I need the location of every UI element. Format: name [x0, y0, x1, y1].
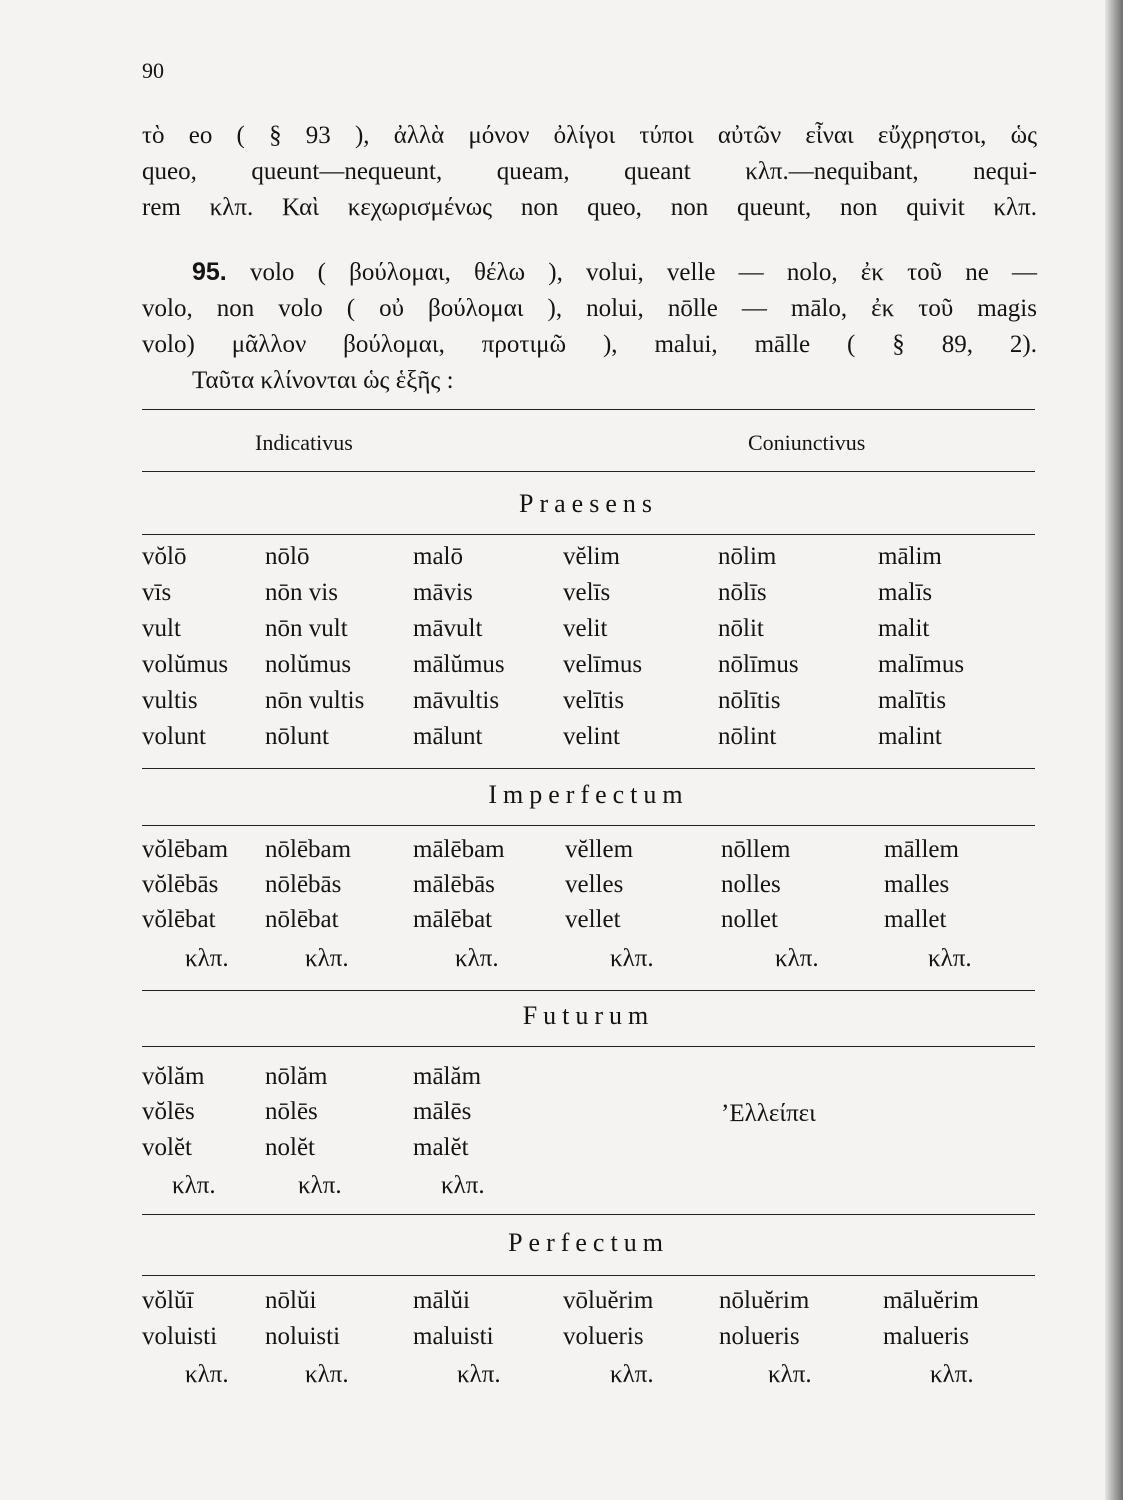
table-cell: vellet: [565, 906, 621, 933]
perfectum-title: Perfectum: [508, 1228, 669, 1257]
coniunctivus-header: Coniunctivus: [748, 430, 866, 455]
table-cell: velles: [565, 871, 624, 898]
intro-paragraph: [142, 118, 1037, 226]
table-cell: κλπ.: [305, 1361, 349, 1388]
table-cell: malīs: [878, 579, 933, 606]
table-rule: [142, 1046, 1035, 1047]
table-cell: noluisti: [265, 1323, 341, 1350]
table-cell: voluisti: [142, 1323, 218, 1350]
table-cell: nōlītis: [718, 687, 781, 714]
table-cell: māvultis: [413, 687, 500, 714]
table-cell: malles: [884, 871, 950, 898]
table-cell: vīs: [142, 579, 172, 606]
table-cell: mālunt: [413, 723, 483, 750]
table-cell: nolueris: [719, 1323, 800, 1350]
table-cell: vĕlim: [563, 543, 620, 570]
table-rule: [142, 409, 1035, 410]
table-cell: malīmus: [878, 651, 965, 678]
table-cell: velītis: [563, 687, 625, 714]
futurum-title: Futurum: [522, 1001, 655, 1030]
page-number: 90: [142, 58, 164, 83]
imperfectum-title: Imperfectum: [488, 780, 689, 809]
table-cell: velit: [563, 615, 608, 642]
table-cell: nolŭmus: [265, 651, 352, 678]
table-cell: vŏlēbās: [142, 871, 219, 898]
page-edge-shadow: [1105, 0, 1123, 1500]
table-cell: κλπ.: [298, 1172, 342, 1199]
table-cell: vōluĕrim: [563, 1287, 654, 1314]
section-95-line: volo) μᾶλλον βούλομαι, προτιμῶ ), malui, mālle ( § 89, 2).: [142, 331, 1037, 358]
table-cell: κλπ.: [185, 1361, 229, 1388]
table-cell: māluĕrim: [883, 1287, 979, 1314]
table-cell: nōlunt: [265, 723, 329, 750]
table-rule: [142, 1214, 1035, 1215]
table-cell: nōn vultis: [265, 687, 365, 714]
table-cell: māllem: [884, 836, 959, 863]
table-cell: κλπ.: [455, 945, 499, 972]
table-cell: vultis: [142, 687, 198, 714]
table-cell: nōlēbam: [265, 836, 352, 863]
section-95-line: Ταῦτα κλίνονται ὡς ἑξῆς :: [192, 367, 454, 394]
table-cell: mālăm: [413, 1063, 482, 1090]
table-cell: māvult: [413, 615, 483, 642]
table-cell: vŏlēbat: [142, 906, 216, 933]
section-95-paragraph: [142, 254, 1037, 399]
table-cell: κλπ.: [928, 945, 972, 972]
table-cell: velīs: [563, 579, 611, 606]
table-cell: nōn vult: [265, 615, 348, 642]
table-cell: velint: [563, 723, 620, 750]
table-cell: mālēbam: [413, 836, 505, 863]
table-rule: [142, 768, 1035, 769]
table-cell: κλπ.: [610, 1361, 654, 1388]
table-cell: nōlēs: [265, 1098, 318, 1125]
table-cell: κλπ.: [172, 1172, 216, 1199]
table-cell: vŏlŭī: [142, 1287, 194, 1314]
table-rule: [142, 825, 1035, 826]
table-cell: κλπ.: [305, 945, 349, 972]
table-cell: mallet: [884, 906, 947, 933]
table-rule: [142, 990, 1035, 991]
table-cell: κλπ.: [930, 1361, 974, 1388]
table-cell: malītis: [878, 687, 947, 714]
table-cell: κλπ.: [185, 945, 229, 972]
table-cell: nōlēbat: [265, 906, 339, 933]
intro-line: rem κλπ. Καὶ κεχωρισμένως non queo, non queunt, non quivit κλπ.: [142, 194, 1037, 221]
table-cell: vĕllem: [565, 836, 634, 863]
section-95-line: volo, non volo ( οὐ βούλομαι ), nolui, nōlle — mālo, ἐκ τοῦ magis: [142, 295, 1037, 322]
table-cell: mālŭi: [413, 1287, 470, 1314]
table-cell: nōlim: [718, 543, 777, 570]
table-cell: nōlīmus: [718, 651, 799, 678]
table-cell: malit: [878, 615, 930, 642]
indicativus-header: Indicativus: [255, 430, 353, 455]
table-cell: volueris: [563, 1323, 644, 1350]
missing-note: ’Ελλείπει: [721, 1100, 816, 1127]
table-cell: κλπ.: [775, 945, 819, 972]
table-cell: κλπ.: [441, 1172, 485, 1199]
intro-line: queo, queunt—nequeunt, queam, queant κλπ.—nequibant, nequi-: [142, 158, 1037, 185]
table-cell: vult: [142, 615, 181, 642]
table-cell: vŏlēbam: [142, 836, 229, 863]
section-95-text: volo ( βούλομαι, θέλω ), volui, velle — nolo, ἐκ τοῦ ne —: [226, 259, 1037, 286]
table-cell: nōlēbās: [265, 871, 342, 898]
table-cell: māvis: [413, 579, 473, 606]
table-cell: nolles: [721, 871, 781, 898]
table-rule: [142, 1275, 1035, 1276]
table-cell: nollet: [721, 906, 778, 933]
table-cell: κλπ.: [457, 1361, 501, 1388]
table-cell: nōluĕrim: [719, 1287, 810, 1314]
table-cell: nōlit: [718, 615, 764, 642]
table-cell: volŭmus: [142, 651, 229, 678]
table-cell: nōlint: [718, 723, 777, 750]
table-cell: vŏlēs: [142, 1098, 195, 1125]
table-cell: maluisti: [413, 1323, 494, 1350]
table-cell: nōn vis: [265, 579, 338, 606]
table-rule: [142, 471, 1035, 472]
table-cell: volunt: [142, 723, 206, 750]
table-cell: mālēs: [413, 1098, 472, 1125]
table-cell: vŏlō: [142, 543, 187, 570]
table-cell: malint: [878, 723, 942, 750]
table-cell: velīmus: [563, 651, 643, 678]
table-cell: mālēbās: [413, 871, 495, 898]
table-cell: nolĕt: [265, 1134, 315, 1161]
table-cell: volĕt: [142, 1134, 192, 1161]
table-cell: κλπ.: [768, 1361, 812, 1388]
intro-line: τὸ eo ( § 93 ), ἀλλὰ μόνον ὀλίγοι τύποι αὐτῶν εἶναι εὔχρηστοι, ὡς: [142, 122, 1037, 149]
table-cell: nōlŭi: [265, 1287, 317, 1314]
table-cell: mālŭmus: [413, 651, 505, 678]
section-95-line: [142, 254, 1037, 291]
table-cell: malueris: [883, 1323, 970, 1350]
table-cell: κλπ.: [610, 945, 654, 972]
praesens-title: Praesens: [519, 489, 658, 518]
table-cell: malō: [413, 543, 463, 570]
table-rule: [142, 534, 1035, 535]
table-cell: nōlīs: [718, 579, 767, 606]
table-cell: nōlō: [265, 543, 310, 570]
table-cell: malĕt: [413, 1134, 469, 1161]
table-cell: mālim: [878, 543, 942, 570]
table-cell: nōlăm: [265, 1063, 328, 1090]
table-cell: vŏlăm: [142, 1063, 205, 1090]
table-cell: nōllem: [721, 836, 791, 863]
table-cell: mālēbat: [413, 906, 493, 933]
section-number: 95.: [192, 258, 227, 286]
